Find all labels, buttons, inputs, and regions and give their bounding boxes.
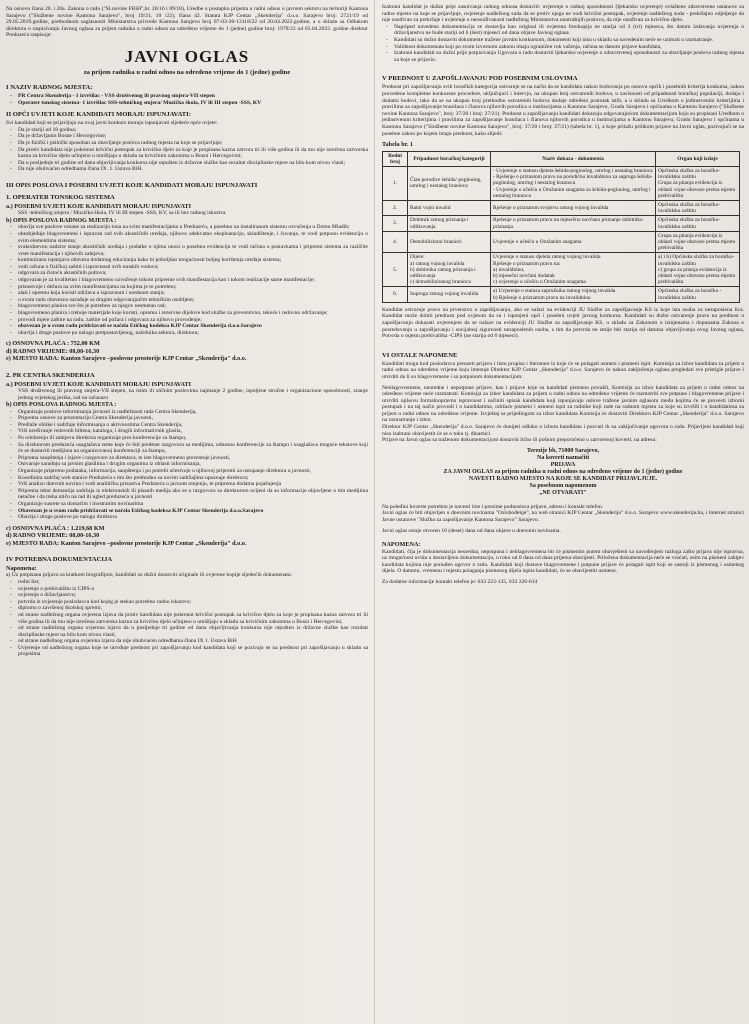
list-item: - vodi računa o fizičkoj zaštiti i ispravnosti svih tonskih vodova; [6, 264, 368, 271]
final-text-2: Javni oglas će biti objavljen u dnevnim novinama "Oslobođenje", na web stranici KJP Centar „Skenderija" d.o.o. Sarajevo www.skenderija.ba, i internet stranici Javne ustanove "Služba za zapošljavanje Kantona Sarajevo" Sarajevo. [382, 510, 744, 524]
section-1-list [6, 93, 368, 106]
operator-duties-list [6, 224, 368, 336]
list-item: - odgovaran je za kvalitetno i blagovremeno ozvučenje tokom pripreme svih manifestacija kao i tokom realizacije same manifestacije; [6, 277, 368, 284]
list-item: - Vrši uređivanje redovnih biltena, kataloga, i drugih informativnih glasila, [6, 428, 368, 435]
list-item: - odgovara za čistoću akustičnih pultova; [6, 270, 368, 277]
pr-salary: c) OSNOVNA PLAĆA : 1.219,68 KM [6, 524, 105, 532]
list-item: - Sa direktorom preduzeća usaglašava teme koje će biti predmet razgovora sa medijima, odnosno konferencije za štampu i usaglašava moguće tekstove koji će se dostaviti medijima na organizovanoj konferenciji za štampu, [6, 442, 368, 455]
list-item: - Izabrani kandidati su dužni prije potpisivanja Ugovora o radu dostaviti ljekarsko uvjerenje o zdravstvenoj sposobnosti za obavljanje poslova radnog mjesta za koje se prijavio. [382, 50, 744, 63]
list-item: - od strane nadležnog organa ovjerena izjava da nije obuhvaćen odredbama člana IX 1. Ustava BiH [6, 638, 368, 645]
section-2-title: II OPĆI UVJETI KOJE KANDIDATI MORAJU ISPUNJAVATI: [6, 111, 191, 119]
position-operator: - Operater tonskog sistema- 1 izvršilac SSS-tehničkog smjera/ Muzička škola, IV ili III stepen -SSS, KV [6, 100, 368, 107]
list-item: - Validnost dokumenata koji po svom izvornom zakonu imaju ograničen rok važenja, računa se danom prijave kandidata, [382, 44, 744, 51]
right-column [382, 0, 744, 1024]
position-pr: - PR Centra Skenderija - 1 izvršilac - VSS društvenog ili pravnog smjera-VII stepen [6, 93, 368, 100]
table-row [383, 216, 740, 231]
after-table-text: Kandidat ostvaruje pravo na prvenstvo u zapošljavanju, ako se nalazi na evidenciji JU Službe za zapošljavanje KS iz koje ista osoba za nezaposlena lica. Kandidat može dobiti prednost pod uvjetom da su i ispunjeni opći i posebni uvjeti javnog konkursa. Kandidati su dužni ostvarenje prava na prednost u zapošljavanju dokazati uvjerenjem da se nalaze na evidenciji JU Službe za zapošljavanje KS, u skladu sa Zakonom o izmjenama i dopunama Zakona o posredovanju u zapošljavanju i socijalnoj sigurnosti nezaposlenih osoba, s tim da potvrda ne smije biti starija od datuma objavljivanja ovog Javnog oglasa, Potvrda o mjestu prebivališta -CIPS (ne starija od 6 mjeseci). [382, 306, 744, 340]
table-cell: Supruga ratnog vojnog invalida [408, 287, 491, 302]
final-text-1: Na poleđini koverte potrebno je navesti ime i prezime podnosioca prijave, adresu i kontakt telefon. [382, 503, 604, 510]
pr-duties-title: b) OPIS POSLOVA RADNOG MJESTA : [6, 401, 117, 409]
list-item: - Kandidati su dužni dostaviti dokumente tražene javnim konkursom, dokumenti koji nisu u skladu sa navedenim neće se uzimati u razmatranje. [382, 37, 744, 44]
note-title: Napomena: [6, 564, 37, 572]
list-item: - diplomu o završenoj školskoj spremi; [6, 605, 368, 612]
list-item: - uvjerenje o državljanstvu; [6, 592, 368, 599]
list-item: - potvrda iz uvjerenje poslodavca kod kojeg je stekao potrebno radno iskustvo; [6, 599, 368, 606]
table-cell: Uvjerenje o učešću u Oružanim snagama [491, 231, 656, 253]
section-1-title: I NAZIV RADNOG MJESTA: [6, 83, 93, 91]
top-paragraph: Izabrani kandidat je dužan prije zasnivanja radnog odnosa dostaviti: uvjerenje o radnoj sposobnosti (ljekarsko uvjerenje) ovlaštene zdravstvene ustanove za radno mjesto na koje se prijavljuje, uvjerenje nadležnog suda da se protiv njega ne vodi krivični postupak, uvjerenje nadležnog suda - prekršajno odjeljenje da nije osuđivan za prekršaje i uvjerenje o neosuđivanosti nadležnog Ministarstva unutrašnjih poslova, da nije osuđivan za krivično djelo. [382, 4, 744, 24]
table-row [383, 287, 740, 302]
table-cell: 4. [383, 231, 408, 253]
list-item: - u svom radu obavezno sarađuje sa drugim odgovarajućim tehničkim osobljem; [6, 297, 368, 304]
list-item: - Organizuje pripremu podataka, informacija, saopštenja i po potrebi učestvuje u njihovoj pripremi za ostupanje direktora u javnosti, [6, 468, 368, 475]
list-item: - Ostvaruje saradnju sa javnim glasilima i drugim organima iz oblasti informisanja, [6, 461, 368, 468]
section-4-title: IV POTREBNA DOKUMENTACIJA [6, 555, 112, 563]
section-6-title: VI OSTALE NAPOMENE [382, 351, 458, 359]
column-divider [374, 0, 375, 1024]
operator-title: 1. OPERATER TONSKOG SISTEMA [6, 193, 115, 201]
table-cell: 6. [383, 287, 408, 302]
table-cell: Rješenje o priznatom pravu na mjesečno novčano primanje dobitniku priznanja [491, 216, 656, 231]
list-item: - obavlja i druge poslove po nalogu pretpostavljenog, načelnika sektora, direktora; [6, 330, 368, 337]
veterans-table [382, 151, 740, 303]
table-cell: a) i b) Općinska služba za boračko-invalidsku zaštitu c) grupa za pitanja evidencija iz oblasti vojne obaveze prema mjestu prebivališta [656, 253, 740, 287]
table-header: Organ koji izdaje [656, 151, 740, 166]
operator-salary: c) OSNOVNA PLAĆA : 752,00 KM [6, 340, 100, 348]
table-cell: Član porodice šehida/ poginulog, umrlog i nestalog branioca [408, 166, 491, 200]
envelope-oglas: ZA JAVNI OGLAS za prijem radnika u radni odnos na određeno vrijeme do 1 (jedne) godine [443, 468, 683, 475]
left-column [6, 0, 368, 1024]
table-cell: 5. [383, 253, 408, 287]
list-item: - Priprema osnove za prezentaciju Centra Skenderija javnosti, [6, 415, 368, 422]
list-item: - Da je državljanin Bosne i Hercegovine; [6, 133, 368, 140]
note-a: a) Uz potpisanu prijavu sa kratkom biografijom, kandidati su dužni dostaviti originale ili ovjerene kopije sljedećih dokumenata: [6, 572, 292, 579]
list-item: - Predlaže oblike i sadržaje informisanja o aktivnostima Centra Skenderija, [6, 422, 368, 429]
pr-duties-list [6, 409, 368, 521]
list-item: - alati i opremu koju koristi održava u ispravnom i urednom stanju; [6, 290, 368, 297]
table-row [383, 231, 740, 253]
documents-list [6, 579, 368, 658]
list-item: - Obavlja i druge poslove po nalogu direktora [6, 514, 368, 521]
table-cell: a) Uvjerenje o statusu supružnika ratnog vojnog invalida b) Rješenje o priznatom pravu na invalidninu [491, 287, 656, 302]
page-title: JAVNI OGLAS [124, 46, 250, 66]
table-cell: Rješenje o priznatom svojstvu ratnog vojnog invalida [491, 200, 656, 215]
list-item: - Obavezan je u svom radu pridržavati se načela Etičkog kodeksa KJP Centar Skenderija d.o.o.Sarajevo [6, 508, 368, 515]
list-item: - prisustvuje i dežura na svim manifestacijama na kojima je to potrebno; [6, 284, 368, 291]
table-caption: Tabela br. 1 [382, 141, 414, 149]
table-cell: - Uvjerenje o statusu djeteta šehida-poginulog, umrlog i nestalog branioca - Rješenje o priznatom pravu na porodičnu invalidninu za supruga šehida-poginulog, umrlog i nestalog branioca - Uvjerenje o učešću u Oružanim snagama za šehida-poginulog, umrlog i nestalog branioca [491, 166, 656, 200]
intro-paragraph: Na osnovu člana 20. i 20a. Zakona o radu ("Sl.novine FBiH",br. 26/16 i 89/18), Uredbe o postupku prijema u radni odnos u javnom sektoru na teritoriji Kantona Sarajevo ("Službene novine Kantona Sarajevo", broj 19/21, 10 /22), člana 42. Statuta KJP Centar „Skenderija" d.o.o. Sarajevo broj: 2721/19 od 29.05.2019.godine, prethodnom saglasnosti Ministarstva privrede Kantona Sarajevo broj 07-03-30-13118/22 od 20.04.2022.godine, a u skladu sa Odlukom direktora o raspisivanju Javnog oglasa za prijem radnika u radni odnos na određeno vrijeme do 1 (jedne) godine broj: 1978/22 od 05.04.2022. godine direktor Preduzeća raspisuje: [6, 6, 368, 39]
list-item: - obavlja sve poslove vezane za realizaciju tona na svim manifestacijama u Preduzeću, a posebno na instaliranom sistemu ozvučenja u Domu Mladih; [6, 224, 368, 231]
page-subtitle: za prijem radnika u radni odnos na određeno vrijeme do 1 (jedne) godine [83, 68, 291, 76]
envelope-do-not-open: „NE OTVARATI" [539, 489, 587, 496]
address-line: Terezije bb, 71000 Sarajevo, [526, 447, 600, 454]
list-item: - Da je fizički i psihički sposoban za obavljanje poslova radnog mjesta na koje se prijavljuje; [6, 140, 368, 147]
top-list [382, 24, 744, 64]
table-cell: 3. [383, 216, 408, 231]
list-item: - Napriped navedena dokumentacija se dostavlja kao original ili ovjerena fotokopija ne starija od 3 (tri) mjeseca, što datum izdavanja uvjerenja o državljanstvu ne bude stariji od 6 (šest) mjeseci od dana objave Javnog oglasa. [382, 24, 744, 37]
napomena-text: Kandidati, čija je dokumentacija neuredna, nepotpuna i neblagovremena bit će pismenim putem obavješteni sa navođenjem razloga zašto prijava nije ispravna, uz mogućnost uvida u dostavljenu dokumentaciju, u roku od 8 dana od dana prijema obavijesti. Priložena dokumentacija neće se vraćati, osim na pismeni zahtjev kandidata kojima nije ponuđen ugovor o radu. Kandidati koji dostave blagovremene i potpune prijave će polagati ispit koji se sastoji iz pismenog i usmenog dijela. O datumu, vremenu i mjestu polaganja pismenog dijela ispita kandidati, će se obavijestiti usmeno. [382, 548, 744, 575]
pr-conditions-title: a.) POSEBNI UVJETI KOJE KANDIDATI MORAJU ISPUNJAVATI [6, 380, 192, 388]
list-item: - obezbjeđuje blagovremeni i ispravan rad svih akustičnih uređaja, njihovo adekvatno eksploataciju, skladištenje, i čuvanje, te vodi potpunu evidenciju o svim elementima sistema; [6, 231, 368, 244]
list-item: - rodni list; [6, 579, 368, 586]
list-item: - Da protiv kandidata nije pokrenut krivični postupak za krivično djelo za koje je propisana kazna zatvora tri ili više godina ili da mu nije izrečena zatvorska kazna za krivično djelo učinjeno u umišljaju u skladu sa krivičnim zakonima u Bosni i Hercegovini; [6, 147, 368, 160]
table-header: Pripadnost boračkoj kategoriji [408, 151, 491, 166]
pr-location: e) MJESTO RADA: Kanton Sarajevo –poslovne prostorije KJP Centar „Skenderija" d.o.o. [6, 539, 247, 547]
list-item: - Uvjerenje od nadležnog organa koje se utvrđuje prednost pri zapošljavanju kod kandidata koji se pozivaju se na prednost pri zapošljavanju u skladu sa propisima [6, 645, 368, 658]
list-item: - Organizuje poslove informisanja javnosti iz nadležnosti rada Centra Skenderija, [6, 409, 368, 416]
table-cell: Grupa za pitanja evidencija iz oblasti vojne obaveze prema mjestu prebivališta [656, 231, 740, 253]
table-row [383, 166, 740, 200]
list-item: - provodi mjere zaštite na radu, zaštite od požara i odgovara za njihovo provođenje; [6, 317, 368, 324]
list-item: - uvjerenje o prebivalištu iz CIPS-a [6, 586, 368, 593]
envelope-special: Sa posebnom napomenom [529, 482, 597, 489]
envelope-title: PRIJAVA [550, 461, 576, 468]
section-3-title: III OPIS POSLOVA I POSEBNI UVJETI KOJE KANDIDATI MORAJU ISPUNJAVATI [6, 181, 258, 189]
section-6-text-2: Neblagovremene, neuredne i nepotpune prijave, kao i prijave koje su kandidati pismeno povukli, Komisija za izbor kandidata za prijem u radni odnos na određeno vrijeme neće razmatrati. Komisija za izbor kandidata za prijem u radni odnos na određeno vrijeme će razmotriti sve potpune i blagovremene prijave i utvrditi njihovu formalnopravnu ispravnost i sačiniti spisak kandidata koji ispunjavaju uslove tražene javnim oglasom među kojima će se provesti izborni postupak i na taj način provodi i o kandidatima, održaće pismeni i usmeni ispit za radnike koji rade na radnom mjestu za koje su izvršili i o kandidatima za prijem u radni odnos na određeno vrijeme. Izvještaj sa prijedlogom za izbor kandidata Komisija će dostaviti Direktoru KJP Centar „Skenderija" d.o.o. Sarajevo na razmatranje i izbor. [382, 384, 744, 424]
section-5-text: Prednost pri zapošljavanju svih boračkih kategorija ostvaruje se na način da se kandidatu nakon bodovanja po osnovu općih i posebnih kriterija konkursa, nakon provedene kompletne konkursne procedure, uključujući i intervju, na ukupan broj ostvarenih bodova, u zavisnosti od pripadnosti boračkoj populaciji, dodaju i dodatni bodovi, tako da se na ukupan broj prethodno ostvarenih bodova dodaje određeni postotak istih, a u skladu sa Uredbom o jedinstvenim kriterijima i pravilima za zapošljavanje branilaca i članova njihovih porodica u institucijama u Kantonu Sarajevu, Gradu Sarajevu i općinama u Kantonu Sarajevo ("Službene novine Kantona Sarajevo", broj: 37/20 i broj: 27/21). Prednost u zapošljavanju kandidati dokazuju odgovarajućom dokumentacijom koju su propisani Uredbom o jedinstvenim kriterijima i pravilima za zapošljavanje branilaca i članova njihovih porodica u institucijama u Kantonu Sarajevu, Gradu Sarajevo i općinama u Kantonu Sarajevo ("Službene novine Kantona Sarajevo", broj: 37/20 i broj: 27/21) (tabela br. 1), a koje prilažu prilikom prijave na Javni oglas, pozivajući se na posebne zakon po kojem imaju prednost, kako slijedi: [382, 84, 744, 137]
table-cell: Općinska služba za boračko-invalidsku zaštitu [656, 200, 740, 215]
list-item: - blagovremeno planira sve što je potrebno za njegov nesmetan rad; [6, 303, 368, 310]
section-2-intro: Svi kandidati koji se prijavljuju na ovaj javni konkurs moraju ispunjavati sljedeće opće uvjete: [6, 120, 218, 127]
table-cell: Općinska služba za boračko-invalidsku zaštitu Grupa za pitanja evidencija iz oblasti vojne obaveze prema mjestu prebivališta [656, 166, 740, 200]
table-cell: 1. [383, 166, 408, 200]
list-item: - Da u posljednje tri godine od dana objavljivanja konkursa nije otpušten iz državne službe kao rezultat disciplinske mjere na bilo kom nivou vlasti; [6, 160, 368, 167]
list-item: - Priprema tekst demantija sadržaja iz elektronskih ili pisanih medija ako se u razgovoru sa direktorom ocijeni da su informacije objavljene u tim medijima netačne i da treba utiču na rad ili ugled preduzeća u javnosti [6, 488, 368, 501]
list-item: - obavezan je u svom radu pridržavati se načela Etičkog kodeksa KJP Centar Skenderija d.o.o.Sarajevo [6, 323, 368, 330]
table-cell: Demobilizirani branioci [408, 231, 491, 253]
envelope-position: NAVESTI RADNO MJESTO NA KOJE SE KANDIDAT PRIJAVLJUJE. [468, 475, 658, 482]
table-cell: Uvjerenje o statusu djeteta ratnog vojnog invalida Rješenje o priznatom pravu na: a) invalidninu, b) mjesečni novčani dodatak c) uvjerenje o učešću u Oružanim snagama [491, 253, 656, 287]
list-item: - od strane nadležnog organa ovjerena izjava da protiv kandidata nije pokrenut krivični postupak za krivično djelo za koje je propisana kazna zatvora tri ili više godina ili da mu nije izrečena zatvorska kazna za krivično djelo učinjeno u umišljaju u skladu sa krivičnim zakonima u Bosni i Hercegovini, [6, 612, 368, 625]
section-5-title: V PREDNOST U ZAPOŠLJAVANJU POD POSEBNIM USLOVIMA [382, 75, 578, 83]
envelope-note: Na koverti naznačiti [537, 454, 589, 461]
contact-line: Za dodatne informacije kontakt telefon je: 033 223-135, 033 226-614 [382, 579, 538, 586]
table-cell: Općinska služba za boračko - invalidsku zaštitu [656, 287, 740, 302]
pr-hours: d) RADNO VRIJEME: 08,00-16,30 [6, 532, 100, 540]
list-item: - Koordinira sadržaj web stanice Preduzeća s tim što prethodno sa novim sadržajima upoznaje direktora; [6, 475, 368, 482]
table-row [383, 200, 740, 215]
napomena-title: NAPOMENA: [382, 541, 421, 549]
pr-conditions: VSS društvenog ili pravnog smjera-VII stepen, na istim ili sličnim poslovima najmanje 2 godine, ispoljene stručne i organizacione sposobnosti, znanje jednog svjetskog jezika, rad na računaru [18, 388, 368, 401]
list-item: - Vrši analizu dnevnih novina i vodi analitičku prisustva Preduzeća u javnom mnjenju, te priprema dodatna pojašnjenja [6, 481, 368, 488]
list-item: - kontinuirano ispunjava obaveza dodatnog educiranja kako bi poboljšao mogućnosti boljeg korištenja uređaja sistema; [6, 257, 368, 264]
operator-hours: d) RADNO VRIJEME: 08,00-16,30 [6, 347, 100, 355]
table-cell: Općinska služba za boračko-invalidsku zaštitu [656, 216, 740, 231]
final-text-3: Javni oglas ostaje otvoren 10 (deset) dana od dana objave u dnevnim novinama. [382, 527, 561, 534]
list-item: - Da je stariji od 18 godina; [6, 127, 368, 134]
table-cell: Dijete: a) ratnog vojnog invalida b) dobitnika ratnog priznanja i odlikovanja c) demobiliziranog branioca [408, 253, 491, 287]
table-cell: Ratni vojni invalid [408, 200, 491, 215]
section-6-text-4: Prijave na Javni oglas sa traženom dokumentacijom dostaviti lično ili poštom preporučeno u zatvorenoj koverti, na adresu: [382, 437, 657, 444]
list-item: - Da nije obuhvaćen odredbama člana IX .1. Ustava BiH. [6, 166, 368, 173]
section-6-text-1: Kandidati mogu kod poslodavca preuzeti prijavu i listu propisa i literature iz koje će se polagati usmeni i pismeni ispit. Komisija za izbor kandidata za prijem u radni odnos na određeno vrijeme koju imenuje Direktor KJP Centar „Skenderija" d.o.o. Sarajevo će nakon zaključenja oglasa pregledati sve pristigle prijave i utvrditi da li su blagovremene i sa potpunom dokumentacijom. [382, 360, 744, 380]
table-row [383, 253, 740, 287]
operator-conditions-title: a.) POSEBNI UVJETI KOJE KANDIDATI MORAJU ISPUNJAVATI [6, 202, 192, 210]
list-item: - Organizuje susrete sa domaćim i inostranim novinarima [6, 501, 368, 508]
list-item: - Po odobrenju ili zahtjevu direktora organizuje pres konferencije za štampu, [6, 435, 368, 442]
table-header-row [383, 151, 740, 166]
table-cell: 2. [383, 200, 408, 215]
list-item: - od strane nadležnog organa ovjerena izjava da u posljednje tri godine od dana objavljivanja konkursa nije otpušten iz državne službe kao rezultat disciplinske mjere na bilo kom nivou vlasti, [6, 625, 368, 638]
general-conditions-list [6, 127, 368, 173]
table-body [383, 166, 740, 302]
list-item: - blagovremeno planira i trebuje materijale koje koristi, opremu i rezervne dijelove kod službe za preventivno, tekuće i redovno održavanje; [6, 310, 368, 317]
section-6-text-3: Direktor KJP Centar „Skenderija" d.o.o. Sarajevo će donijeti odluku o izboru kandidata i pozvati ih na zaključivanje ugovora o radu. Prijavljeni kandidati koji nisu izabrani obavijestit će se o toku tj. dinamici. [382, 424, 744, 437]
list-item: - Priprema saopštenja i izjave i razgovore za direktora, te iste blagovremeno prezentuje javnosti, [6, 455, 368, 462]
list-item: - svakodnevno nadzire stanje akustičnih uređaja i podatke o njima unosi u posebnu evidenciju te vodi računa o postavkama i pripremi sistema za različite vrste manifestacija i njihovih zahtjeva; [6, 244, 368, 257]
operator-duties-title: b) OPIS POSLOVA RADNOG MJESTA : [6, 216, 117, 224]
pr-title: 2. PR CENTRA SKENDERIJA [6, 371, 95, 379]
table-header: Redni broj [383, 151, 408, 166]
operator-location: e) MJESTO RADA: Kanton Sarajevo –poslovne prostorije KJP Centar „Skenderija" d.o.o. [6, 355, 247, 363]
operator-conditions: SSS -tehničkog smjera / Muzička škola, IV ili III stepen -SSS, KV, sa ili bez radnog iskustva [18, 210, 226, 217]
table-header: Naziv dokaza - dokumenta [491, 151, 656, 166]
table-cell: Dobitnik ratnog priznanja i odlikovanja [408, 216, 491, 231]
